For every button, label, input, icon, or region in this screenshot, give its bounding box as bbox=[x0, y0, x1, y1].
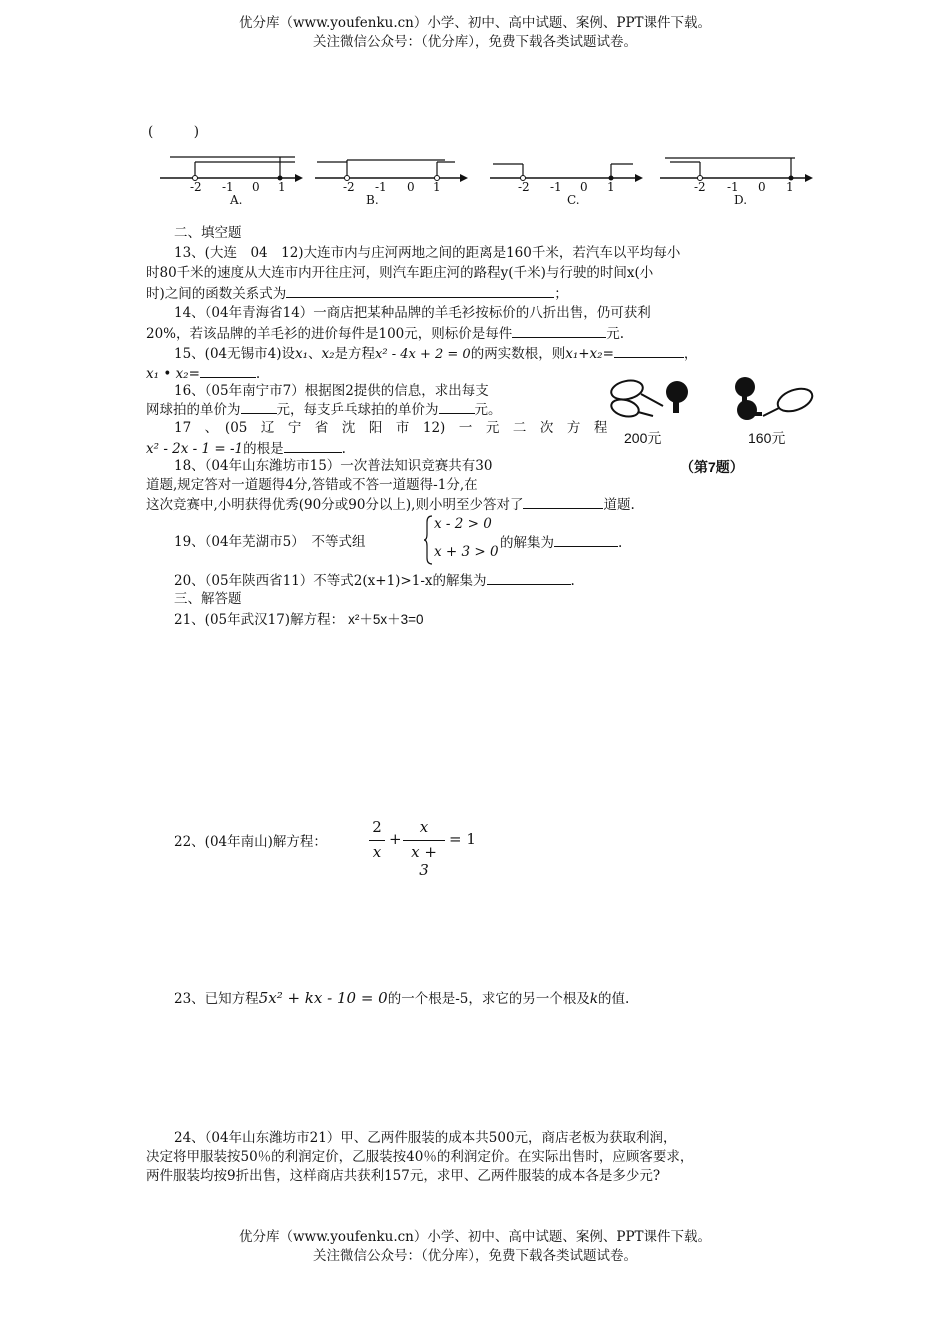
q21-line1: 21、(05年武汉17)解方程： x²＋5x＋3=0 bbox=[174, 612, 424, 628]
q14-answer-blank[interactable] bbox=[512, 323, 606, 338]
q22-frac2-bar bbox=[403, 840, 445, 841]
q19-inequality-1: x - 2 > 0 bbox=[434, 516, 492, 532]
tick-a-3: 0 bbox=[252, 180, 260, 194]
q16-line1: 16、（05年南宁市7）根据图2提供的信息，求出每支 bbox=[174, 383, 489, 399]
choice-paren: ( ) bbox=[148, 124, 200, 140]
option-a-label: A. bbox=[230, 193, 243, 207]
tennis-racket-icon bbox=[609, 378, 663, 419]
number-line-b bbox=[315, 160, 468, 182]
q18-line1: 18、（04年山东潍坊市15）一次普法知识竞赛共有30 bbox=[174, 458, 493, 474]
q18-line3: 这次竞赛中,小明获得优秀(90分或90分以上),则小明至少答对了 道题. bbox=[146, 494, 635, 515]
q19-inequality-2: x + 3 > 0 bbox=[434, 544, 499, 560]
q22-frac2-num: x bbox=[419, 818, 429, 836]
q17-answer-blank[interactable] bbox=[284, 438, 342, 453]
tick-a-2: -1 bbox=[222, 180, 234, 194]
q16-line2: 网球拍的单价为 元，每支乒乓球拍的单价为 元。 bbox=[146, 399, 502, 420]
q17-line2: x² - 2x - 1 = -1的根是 . bbox=[146, 438, 346, 459]
q13-answer-blank[interactable] bbox=[286, 283, 554, 298]
number-line-a bbox=[160, 157, 303, 182]
number-line-d bbox=[660, 158, 813, 182]
q15-product-blank[interactable] bbox=[200, 363, 256, 378]
page-header-line1: 优分库（www.youfenku.cn）小学、初中、高中试题、案例、PPT课件下载。 bbox=[238, 15, 712, 31]
tick-d-4: 1 bbox=[786, 180, 794, 194]
tick-c-3: 0 bbox=[580, 180, 588, 194]
q23-line1: 23、已知方程5x² + kx - 10 = 0的一个根是-5，求它的另一个根及k的值. bbox=[174, 989, 630, 1007]
q15-line2: x₁ • x₂= . bbox=[146, 363, 260, 384]
q22-line1: 22、(04年南山)解方程： bbox=[174, 834, 327, 850]
tick-d-1: -2 bbox=[694, 180, 706, 194]
q19-line-right: 的解集为 . bbox=[500, 532, 622, 553]
q24-line3: 两件服装均按9折出售，这样商店共获利157元，求甲、乙两件服装的成本各是多少元? bbox=[146, 1168, 661, 1184]
q22-plus: + bbox=[389, 830, 402, 848]
tennis-racket-right-icon bbox=[763, 384, 815, 416]
option-b-label: B. bbox=[366, 193, 379, 207]
q13-line3: 时)之间的函数关系式为 ； bbox=[146, 283, 568, 304]
q24-line1: 24、（04年山东潍坊市21）甲、乙两件服装的成本共500元，商店老板为获取利润， bbox=[174, 1130, 677, 1146]
tick-b-1: -2 bbox=[343, 180, 355, 194]
figure-price-left: 200元 bbox=[624, 430, 662, 446]
tick-a-4: 1 bbox=[278, 180, 286, 194]
q15-line1: 15、(04无锡市4)设x₁、x₂是方程x² - 4x + 2 = 0的两实数根，则x₁+x₂= ， bbox=[174, 343, 697, 365]
tick-a-1: -2 bbox=[190, 180, 202, 194]
tick-b-3: 0 bbox=[407, 180, 415, 194]
page-footer-line1: 优分库（www.youfenku.cn）小学、初中、高中试题、案例、PPT课件下载。 bbox=[238, 1229, 712, 1245]
q18-line2: 道题,规定答对一道题得4分,答错或不答一道题得-1分,在 bbox=[146, 477, 478, 493]
q18-answer-blank[interactable] bbox=[523, 494, 603, 509]
q20-answer-blank[interactable] bbox=[487, 570, 571, 585]
q15-sum-blank[interactable] bbox=[614, 343, 684, 358]
q14-line1: 14、（04年青海省14）一商店把某种品牌的羊毛衫按标价的八折出售，仍可获利 bbox=[174, 305, 651, 321]
q22-rhs: = 1 bbox=[449, 830, 476, 848]
q20-line1: 20、（05年陕西省11）不等式2(x+1)>1-x的解集为 . bbox=[174, 570, 575, 591]
section-answer-title: 三、解答题 bbox=[174, 591, 242, 607]
pingpong-paddle-icon bbox=[666, 381, 688, 413]
q14-line2: 20%，若该品牌的羊毛衫的进价每件是100元，则标价是每件 元. bbox=[146, 323, 624, 344]
figure-caption: （第7题） bbox=[680, 459, 744, 475]
tick-c-2: -1 bbox=[550, 180, 562, 194]
q19-answer-blank[interactable] bbox=[554, 532, 618, 547]
tick-c-4: 1 bbox=[607, 180, 615, 194]
section-fill-in-title: 二、填空题 bbox=[174, 225, 242, 241]
number-line-c bbox=[490, 164, 643, 182]
number-lines-figure bbox=[155, 148, 820, 210]
tick-c-1: -2 bbox=[518, 180, 530, 194]
tick-d-3: 0 bbox=[758, 180, 766, 194]
q19-line-left: 19、（04年芜湖市5） 不等式组 bbox=[174, 534, 366, 550]
tick-b-4: 1 bbox=[433, 180, 441, 194]
q22-frac2-den: x + 3 bbox=[411, 843, 437, 879]
q13-line1: 13、(大连 04 12)大连市内与庄河两地之间的距离是160千米，若汽车以平均每小 bbox=[174, 245, 681, 261]
system-brace bbox=[424, 514, 434, 566]
q22-frac1-num: 2 bbox=[372, 818, 382, 836]
q22-frac1-bar bbox=[369, 840, 385, 841]
q16-pingpong-blank[interactable] bbox=[439, 399, 475, 414]
tick-d-2: -1 bbox=[727, 180, 739, 194]
q13-line2: 时80千米的速度从大连市内开往庄河，则汽车距庄河的路程y(千米)与行驶的时间x(小 bbox=[146, 265, 654, 281]
q22-frac1-den: x bbox=[372, 843, 382, 861]
page-footer-line2: 关注微信公众号：（优分库），免费下载各类试题试卷。 bbox=[313, 1248, 637, 1264]
option-d-label: D. bbox=[734, 193, 748, 207]
q17-line1: 17 、 (05 辽 宁 省 沈 阳 市 12) 一 元 二 次 方 程 bbox=[174, 420, 608, 436]
pingpong-paddles-icon bbox=[735, 377, 762, 420]
option-c-label: C. bbox=[567, 193, 580, 207]
q24-line2: 决定将甲服装按50％的利润定价，乙服装按40％的利润定价。在实际出售时，应顾客要求， bbox=[146, 1149, 694, 1165]
tick-b-2: -1 bbox=[375, 180, 387, 194]
figure-price-right: 160元 bbox=[748, 430, 786, 446]
q16-tennis-blank[interactable] bbox=[241, 399, 277, 414]
page-header-line2: 关注微信公众号：（优分库），免费下载各类试题试卷。 bbox=[313, 34, 637, 50]
